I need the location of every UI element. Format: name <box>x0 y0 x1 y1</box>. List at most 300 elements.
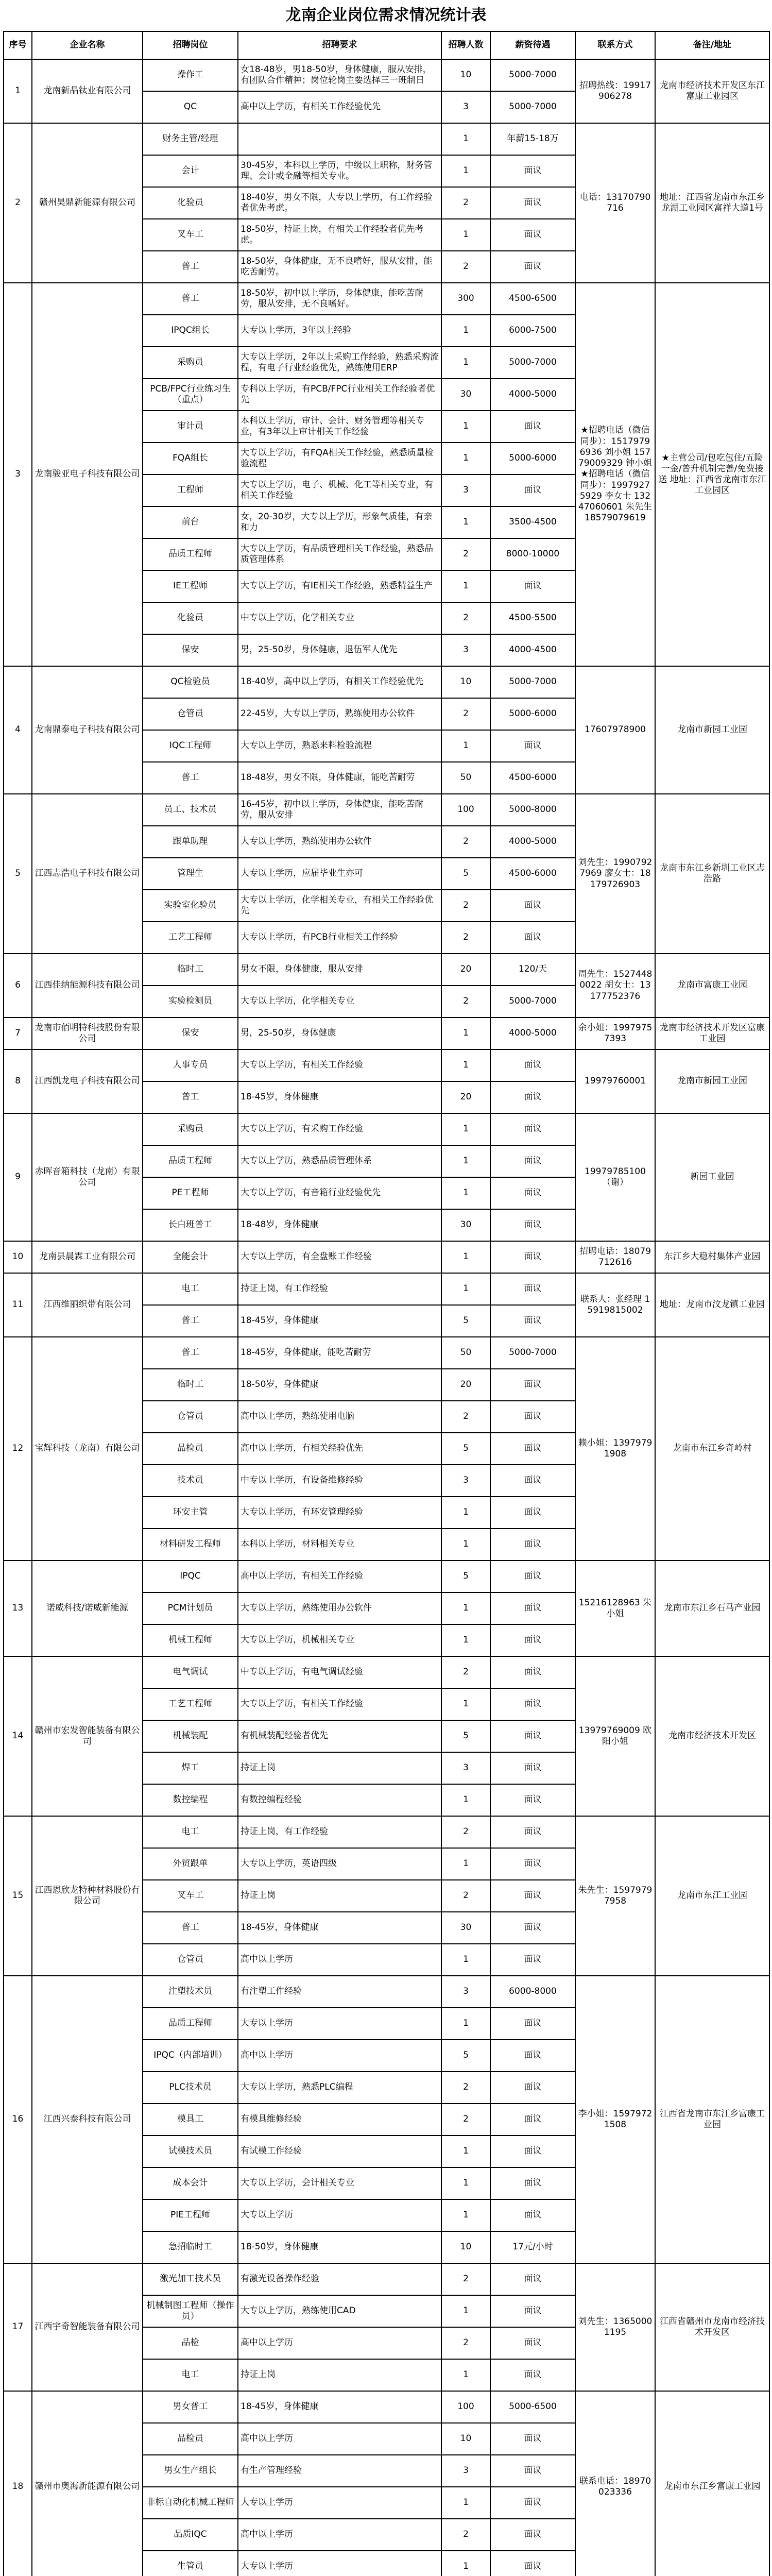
job-salary: 面议 <box>490 411 575 443</box>
job-headcount: 2 <box>441 2072 490 2104</box>
table-row <box>4 1561 769 1592</box>
job-headcount: 2 <box>441 2327 490 2359</box>
job-post: 机械制图工程师（操作员） <box>143 2295 238 2327</box>
job-headcount: 1 <box>441 2136 490 2167</box>
table-row <box>4 283 769 315</box>
job-requirement: 大专以上学历，3年以上经验 <box>238 315 441 347</box>
job-salary: 面议 <box>490 1880 575 1912</box>
company-contact: 招聘热线：19917906278 <box>575 59 655 123</box>
job-requirement: 高中以上学历，熟练使用电脑 <box>238 1401 441 1433</box>
job-headcount: 50 <box>441 1337 490 1369</box>
job-salary: 4500-6000 <box>490 858 575 890</box>
job-requirement: 男，25-50岁，身体健康 <box>238 1018 441 1049</box>
job-post: 数控编程 <box>143 1784 238 1816</box>
job-post: 实验室化验员 <box>143 890 238 922</box>
job-headcount: 10 <box>441 2231 490 2263</box>
job-headcount: 2 <box>441 922 490 954</box>
job-requirement: 大专以上学历，有品质管理相关工作经验，熟悉品质管理体系 <box>238 538 441 570</box>
job-post: 采购员 <box>143 1113 238 1145</box>
job-headcount: 1 <box>441 1688 490 1720</box>
job-requirement: 18-40岁，男女不限，大专以上学历，有工作经验者优先考虑。 <box>238 187 441 219</box>
job-headcount: 1 <box>441 2008 490 2040</box>
job-headcount: 1 <box>441 1592 490 1624</box>
company-address: 江西省龙南市东江乡富康工业园 <box>655 1976 769 2263</box>
job-headcount: 1 <box>441 155 490 187</box>
company-address: 龙南市经济技术开发区富康工业园 <box>655 1018 769 1049</box>
job-requirement: 大专以上学历，化学相关专业 <box>238 986 441 1018</box>
company-contact: 13979769009 欧阳小姐 <box>575 1656 655 1816</box>
job-requirement: 高中以上学历，有相关工作经验优先 <box>238 91 441 123</box>
job-headcount: 2 <box>441 1401 490 1433</box>
job-post: 仓管员 <box>143 1401 238 1433</box>
job-post: 保安 <box>143 634 238 666</box>
job-requirement: 持证上岗 <box>238 1752 441 1784</box>
job-requirement: 女，20-30岁，大专以上学历，形象气质佳，有亲和力 <box>238 506 441 538</box>
company-name: 龙南鼎泰电子科技有限公司 <box>32 666 143 794</box>
job-headcount: 1 <box>441 506 490 538</box>
job-salary: 面议 <box>490 1465 575 1497</box>
company-no: 9 <box>4 1113 32 1241</box>
job-post: 化验员 <box>143 187 238 219</box>
job-salary: 面议 <box>490 1624 575 1656</box>
job-salary: 5000-6500 <box>490 2391 575 2423</box>
job-requirement: 18-48岁，身体健康 <box>238 1209 441 1241</box>
job-post: 电气调试 <box>143 1656 238 1688</box>
job-post: 操作工 <box>143 59 238 91</box>
job-headcount: 1 <box>441 1145 490 1177</box>
job-post: 成本会计 <box>143 2167 238 2199</box>
job-requirement: 中专以上学历，有设备维修经验 <box>238 1465 441 1497</box>
job-headcount: 1 <box>441 1529 490 1561</box>
header-company: 企业名称 <box>32 31 143 59</box>
job-requirement: 18-50岁，身体健康 <box>238 2231 441 2263</box>
job-salary: 面议 <box>490 1497 575 1529</box>
company-no: 8 <box>4 1049 32 1113</box>
company-no: 18 <box>4 2391 32 2576</box>
job-headcount: 2 <box>441 698 490 730</box>
job-salary: 年薪15-18万 <box>490 123 575 155</box>
job-salary: 面议 <box>490 2008 575 2040</box>
company-contact: 刘先生：13650001195 <box>575 2263 655 2391</box>
job-post: IPQC（内部培训） <box>143 2040 238 2072</box>
job-headcount: 2 <box>441 826 490 858</box>
company-name: 赣州昊鼎新能源有限公司 <box>32 123 143 283</box>
job-post: 临时工 <box>143 954 238 986</box>
job-headcount: 30 <box>441 1209 490 1241</box>
job-salary: 面议 <box>490 2040 575 2072</box>
job-headcount: 1 <box>441 730 490 762</box>
company-name: 江西志浩电子科技有限公司 <box>32 794 143 954</box>
job-requirement: 持证上岗，有工作经验 <box>238 1816 441 1848</box>
header-contact: 联系方式 <box>575 31 655 59</box>
job-headcount: 1 <box>441 2167 490 2199</box>
job-requirement: 18-48岁，男女不限，身体健康，能吃苦耐劳 <box>238 762 441 794</box>
job-headcount: 10 <box>441 59 490 91</box>
job-post: PCM计划员 <box>143 1592 238 1624</box>
job-post: 品检员 <box>143 1433 238 1465</box>
company-name: 江西凯龙电子科技有限公司 <box>32 1049 143 1113</box>
job-requirement: 大专以上学历，有PCB行业相关工作经验 <box>238 922 441 954</box>
table-row <box>4 794 769 826</box>
job-post: 品质工程师 <box>143 538 238 570</box>
job-requirement: 大专以上学历，有FQA相关工作经验，熟悉质量检验流程 <box>238 443 441 474</box>
job-requirement: 大专以上学历，有采购工作经验 <box>238 1113 441 1145</box>
header-row <box>4 31 769 59</box>
job-salary: 面议 <box>490 890 575 922</box>
job-headcount: 1 <box>441 1113 490 1145</box>
job-requirement: 大专以上学历，熟练使用办公软件 <box>238 1592 441 1624</box>
job-requirement: 大专以上学历 <box>238 2199 441 2231</box>
job-post: 焊工 <box>143 1752 238 1784</box>
job-salary: 面议 <box>490 1529 575 1561</box>
job-requirement: 大专以上学历，熟悉来料检验流程 <box>238 730 441 762</box>
job-requirement: 18-50岁，身体健康，无不良嗜好，服从安排，能吃苦耐劳。 <box>238 251 441 283</box>
job-requirement: 持证上岗，有工作经验 <box>238 1273 441 1305</box>
company-address: 地址：江西省龙南市东江乡龙湖工业园区富祥大道1号 <box>655 123 769 283</box>
job-headcount: 20 <box>441 1369 490 1401</box>
company-address: 龙南市经济技术开发区 <box>655 1656 769 1816</box>
job-requirement: 16-45岁，初中以上学历，身体健康，能吃苦耐劳，服从安排 <box>238 794 441 826</box>
company-no: 2 <box>4 123 32 283</box>
job-post: 普工 <box>143 1337 238 1369</box>
job-headcount: 10 <box>441 666 490 698</box>
job-post: 模具工 <box>143 2104 238 2136</box>
job-post: 临时工 <box>143 1369 238 1401</box>
job-post: 材料研发工程师 <box>143 1529 238 1561</box>
job-headcount: 2 <box>441 1816 490 1848</box>
company-address: 龙南市东江乡富康工业园 <box>655 2391 769 2576</box>
job-post: 普工 <box>143 1912 238 1944</box>
job-requirement: 大专以上学历，有环安管理经验 <box>238 1497 441 1529</box>
job-headcount: 2 <box>441 1656 490 1688</box>
company-no: 16 <box>4 1976 32 2263</box>
job-headcount: 1 <box>441 219 490 251</box>
job-post: 普工 <box>143 251 238 283</box>
job-salary: 120/天 <box>490 954 575 986</box>
job-post: 注塑技术员 <box>143 1976 238 2008</box>
header-num: 招聘人数 <box>441 31 490 59</box>
company-contact: 朱先生：15979797958 <box>575 1816 655 1976</box>
job-requirement: 大专以上学历，有全盘账工作经验 <box>238 1241 441 1273</box>
job-headcount: 2 <box>441 890 490 922</box>
job-post: 普工 <box>143 1305 238 1337</box>
job-post: 管理生 <box>143 858 238 890</box>
job-salary: 面议 <box>490 155 575 187</box>
job-post: 电工 <box>143 2359 238 2391</box>
job-post: 普工 <box>143 283 238 315</box>
job-headcount: 1 <box>441 443 490 474</box>
job-requirement: 高中以上学历，有相关经验优先 <box>238 1433 441 1465</box>
company-name: 龙南县晨霖工业有限公司 <box>32 1241 143 1273</box>
header-no: 序号 <box>4 31 32 59</box>
company-contact: 刘先生：19907927969 廖女士：18179726903 <box>575 794 655 954</box>
job-salary: 面议 <box>490 219 575 251</box>
job-headcount: 1 <box>441 2551 490 2576</box>
job-salary: 面议 <box>490 1592 575 1624</box>
job-post: 前台 <box>143 506 238 538</box>
company-contact: 周先生：15274480022 胡女士：13177752376 <box>575 954 655 1018</box>
job-headcount: 2 <box>441 2104 490 2136</box>
table-body <box>4 59 769 2576</box>
job-salary: 面议 <box>490 1209 575 1241</box>
job-salary: 面议 <box>490 2263 575 2295</box>
job-requirement: 18-50岁，初中以上学历，身体健康，能吃苦耐劳，服从安排，无不良嗜好。 <box>238 283 441 315</box>
job-salary: 4000-5000 <box>490 826 575 858</box>
job-salary: 面议 <box>490 1113 575 1145</box>
job-headcount: 5 <box>441 1720 490 1752</box>
table-row <box>4 1976 769 2008</box>
job-headcount: 3 <box>441 1752 490 1784</box>
job-headcount: 3 <box>441 1976 490 2008</box>
job-post: 跟单助理 <box>143 826 238 858</box>
job-post: 保安 <box>143 1018 238 1049</box>
job-salary: 面议 <box>490 1369 575 1401</box>
job-headcount: 30 <box>441 1912 490 1944</box>
job-requirement: 男，25-50岁，身体健康，退伍军人优先 <box>238 634 441 666</box>
job-headcount: 1 <box>441 315 490 347</box>
job-requirement: 本科以上学历，审计、会计、财务管理等相关专业，有3年以上审计相关工作经验 <box>238 411 441 443</box>
job-salary: 6000-8000 <box>490 1976 575 2008</box>
job-requirement: 大专以上学历，有IE相关工作经验，熟悉精益生产 <box>238 570 441 602</box>
company-contact: 赖小姐：13979791908 <box>575 1337 655 1561</box>
job-post: 人事专员 <box>143 1049 238 1081</box>
job-headcount: 3 <box>441 2455 490 2487</box>
job-headcount: 1 <box>441 1944 490 1976</box>
job-requirement: 有机械装配经验者优先 <box>238 1720 441 1752</box>
job-requirement: 大专以上学历，机械相关专业 <box>238 1624 441 1656</box>
company-address: 龙南市东江乡新圳工业区志浩路 <box>655 794 769 954</box>
job-post: 品检 <box>143 2327 238 2359</box>
job-requirement: 大专以上学历，熟练使用办公软件 <box>238 826 441 858</box>
job-requirement: 18-45岁，身体健康 <box>238 1081 441 1113</box>
company-name: 龙南新晶钛业有限公司 <box>32 59 143 123</box>
job-post: 男女普工 <box>143 2391 238 2423</box>
job-salary: 面议 <box>490 2455 575 2487</box>
job-salary: 面议 <box>490 1241 575 1273</box>
job-headcount: 2 <box>441 602 490 634</box>
job-headcount: 100 <box>441 794 490 826</box>
job-headcount: 1 <box>441 347 490 379</box>
company-address: 地址：龙南市汶龙镇工业园 <box>655 1273 769 1337</box>
job-salary: 面议 <box>490 1784 575 1816</box>
company-address: 龙南市东江工业园 <box>655 1816 769 1976</box>
table-row <box>4 1049 769 1081</box>
job-headcount: 1 <box>441 1624 490 1656</box>
job-post: 会计 <box>143 155 238 187</box>
company-address: 龙南市新园工业园 <box>655 1049 769 1113</box>
job-salary: 17元/小时 <box>490 2231 575 2263</box>
job-post: 叉车工 <box>143 219 238 251</box>
job-post: 工艺工程师 <box>143 1688 238 1720</box>
job-requirement: 大专以上学历，应届毕业生亦可 <box>238 858 441 890</box>
job-salary: 5000-7000 <box>490 986 575 1018</box>
job-requirement: 18-45岁，身体健康 <box>238 2391 441 2423</box>
company-name: 江西佳纳能源科技有限公司 <box>32 954 143 1018</box>
company-name: 江西宇奇智能装备有限公司 <box>32 2263 143 2391</box>
job-post: 财务主管/经理 <box>143 123 238 155</box>
job-requirement: 18-50岁，身体健康 <box>238 1369 441 1401</box>
job-requirement: 大专以上学历，英语四级 <box>238 1848 441 1880</box>
job-requirement: 大专以上学历，有相关工作经验 <box>238 1049 441 1081</box>
job-requirement: 有试模工作经验 <box>238 2136 441 2167</box>
job-requirement: 有激光设备操作经验 <box>238 2263 441 2295</box>
company-address: 龙南市东江乡奇岭村 <box>655 1337 769 1561</box>
company-name: 宝辉科技（龙南）有限公司 <box>32 1337 143 1561</box>
table-row <box>4 2391 769 2423</box>
company-no: 15 <box>4 1816 32 1976</box>
company-no: 10 <box>4 1241 32 1273</box>
job-post: 审计员 <box>143 411 238 443</box>
job-requirement: 本科以上学历，材料相关专业 <box>238 1529 441 1561</box>
job-salary: 面议 <box>490 2327 575 2359</box>
job-salary: 面议 <box>490 2295 575 2327</box>
job-post: 仓管员 <box>143 1944 238 1976</box>
job-headcount: 5 <box>441 1561 490 1592</box>
job-salary: 5000-6000 <box>490 698 575 730</box>
job-post: 技术员 <box>143 1465 238 1497</box>
job-post: QC检验员 <box>143 666 238 698</box>
job-salary: 面议 <box>490 2359 575 2391</box>
job-headcount: 50 <box>441 762 490 794</box>
job-headcount: 20 <box>441 954 490 986</box>
job-headcount: 1 <box>441 570 490 602</box>
job-headcount: 1 <box>441 1273 490 1305</box>
job-requirement: 有注塑工作经验 <box>238 1976 441 2008</box>
job-requirement: 大专以上学历，2年以上采购工作经验，熟悉采购流程，有电子行业经验优先，熟练使用ERP <box>238 347 441 379</box>
table-row <box>4 1656 769 1688</box>
job-headcount: 1 <box>441 1241 490 1273</box>
job-post: 机械工程师 <box>143 1624 238 1656</box>
job-headcount: 2 <box>441 251 490 283</box>
company-address: 龙南市富康工业园 <box>655 954 769 1018</box>
job-salary: 面议 <box>490 474 575 506</box>
company-name: 龙南市佰明特科技股份有限公司 <box>32 1018 143 1049</box>
job-salary: 5000-7000 <box>490 666 575 698</box>
company-no: 3 <box>4 283 32 666</box>
job-table <box>3 31 770 2576</box>
job-salary: 面议 <box>490 730 575 762</box>
job-salary: 面议 <box>490 1720 575 1752</box>
job-requirement: 大专以上学历，电子、机械、化工等相关专业，有相关工作经验 <box>238 474 441 506</box>
job-salary: 面议 <box>490 570 575 602</box>
job-post: 品质工程师 <box>143 2008 238 2040</box>
job-requirement: 大专以上学历 <box>238 2487 441 2519</box>
job-headcount: 2 <box>441 1880 490 1912</box>
job-post: 试模技术员 <box>143 2136 238 2167</box>
job-headcount: 300 <box>441 283 490 315</box>
job-post: QC <box>143 91 238 123</box>
job-post: 品质工程师 <box>143 1145 238 1177</box>
job-post: IPQC <box>143 1561 238 1592</box>
job-headcount: 10 <box>441 2423 490 2455</box>
job-requirement: 大专以上学历，会计相关专业 <box>238 2167 441 2199</box>
job-requirement: 大专以上学历，熟悉PLC编程 <box>238 2072 441 2104</box>
job-requirement: 中专以上学历，化学相关专业 <box>238 602 441 634</box>
job-salary: 面议 <box>490 1273 575 1305</box>
job-requirement: 有模具维修经验 <box>238 2104 441 2136</box>
job-headcount: 1 <box>441 1848 490 1880</box>
job-requirement: 有生产管理经验 <box>238 2455 441 2487</box>
job-post: 普工 <box>143 762 238 794</box>
job-salary: 面议 <box>490 1912 575 1944</box>
job-post: 环安主管 <box>143 1497 238 1529</box>
job-post: 普工 <box>143 1081 238 1113</box>
job-post: 急招临时工 <box>143 2231 238 2263</box>
company-no: 4 <box>4 666 32 794</box>
job-post: 仓管员 <box>143 698 238 730</box>
job-post: 激光加工技术员 <box>143 2263 238 2295</box>
job-headcount: 1 <box>441 1497 490 1529</box>
job-headcount: 2 <box>441 2263 490 2295</box>
job-post: 叉车工 <box>143 1880 238 1912</box>
company-no: 6 <box>4 954 32 1018</box>
job-requirement: 高中以上学历，有相关工作经验 <box>238 1561 441 1592</box>
job-salary: 5000-7000 <box>490 91 575 123</box>
company-contact: 联系人：张经理 15919815002 <box>575 1273 655 1337</box>
job-headcount: 1 <box>441 2199 490 2231</box>
job-requirement: 22-45岁，大专以上学历，熟练使用办公软件 <box>238 698 441 730</box>
job-requirement: 18-40岁，高中以上学历，有相关工作经验优先 <box>238 666 441 698</box>
job-post: 工艺工程师 <box>143 922 238 954</box>
job-requirement: 大专以上学历，化学相关专业，有相关工作经验优先 <box>238 890 441 922</box>
job-salary: 8000-10000 <box>490 538 575 570</box>
job-salary: 面议 <box>490 1049 575 1081</box>
company-contact: 19979785100（谢） <box>575 1113 655 1241</box>
job-salary: 4000-5000 <box>490 379 575 411</box>
job-salary: 4000-4500 <box>490 634 575 666</box>
job-salary: 面议 <box>490 1177 575 1209</box>
job-salary: 4500-6000 <box>490 762 575 794</box>
company-no: 5 <box>4 794 32 954</box>
job-requirement: 专科以上学历，有PCB/FPC行业相关工作经验者优先 <box>238 379 441 411</box>
job-post: 生管员 <box>143 2551 238 2576</box>
company-no: 13 <box>4 1561 32 1656</box>
job-headcount: 2 <box>441 187 490 219</box>
job-headcount: 3 <box>441 634 490 666</box>
job-headcount: 3 <box>441 474 490 506</box>
job-post: IQC工程师 <box>143 730 238 762</box>
table-row <box>4 1113 769 1145</box>
job-post: FQA组长 <box>143 443 238 474</box>
job-salary: 面议 <box>490 1145 575 1177</box>
job-salary: 面议 <box>490 2167 575 2199</box>
job-post: 员工、技术员 <box>143 794 238 826</box>
company-name: 赤晖音箱科技（龙南）有限公司 <box>32 1113 143 1241</box>
job-salary: 面议 <box>490 2072 575 2104</box>
job-salary: 面议 <box>490 1401 575 1433</box>
job-post: PLC技术员 <box>143 2072 238 2104</box>
job-requirement: 大专以上学历 <box>238 2008 441 2040</box>
company-no: 12 <box>4 1337 32 1561</box>
job-headcount: 2 <box>441 538 490 570</box>
job-requirement: 持证上岗 <box>238 2359 441 2391</box>
table-row <box>4 1337 769 1369</box>
job-post: PIE工程师 <box>143 2199 238 2231</box>
table-row <box>4 59 769 91</box>
job-salary: 面议 <box>490 2519 575 2551</box>
job-salary: 4500-6500 <box>490 283 575 315</box>
job-requirement: 30-45岁，本科以上学历，中级以上职称，财务管理、会计或金融等相关专业。 <box>238 155 441 187</box>
table-row <box>4 1816 769 1848</box>
table-row <box>4 1241 769 1273</box>
job-post: 电工 <box>143 1273 238 1305</box>
company-name: 江西兴泰科技有限公司 <box>32 1976 143 2263</box>
job-headcount: 5 <box>441 2040 490 2072</box>
job-post: IE工程师 <box>143 570 238 602</box>
job-requirement: 18-50岁，持证上岗，有相关工作经验者优先考虑。 <box>238 219 441 251</box>
job-salary: 面议 <box>490 1081 575 1113</box>
company-name: 江西维丽织带有限公司 <box>32 1273 143 1337</box>
